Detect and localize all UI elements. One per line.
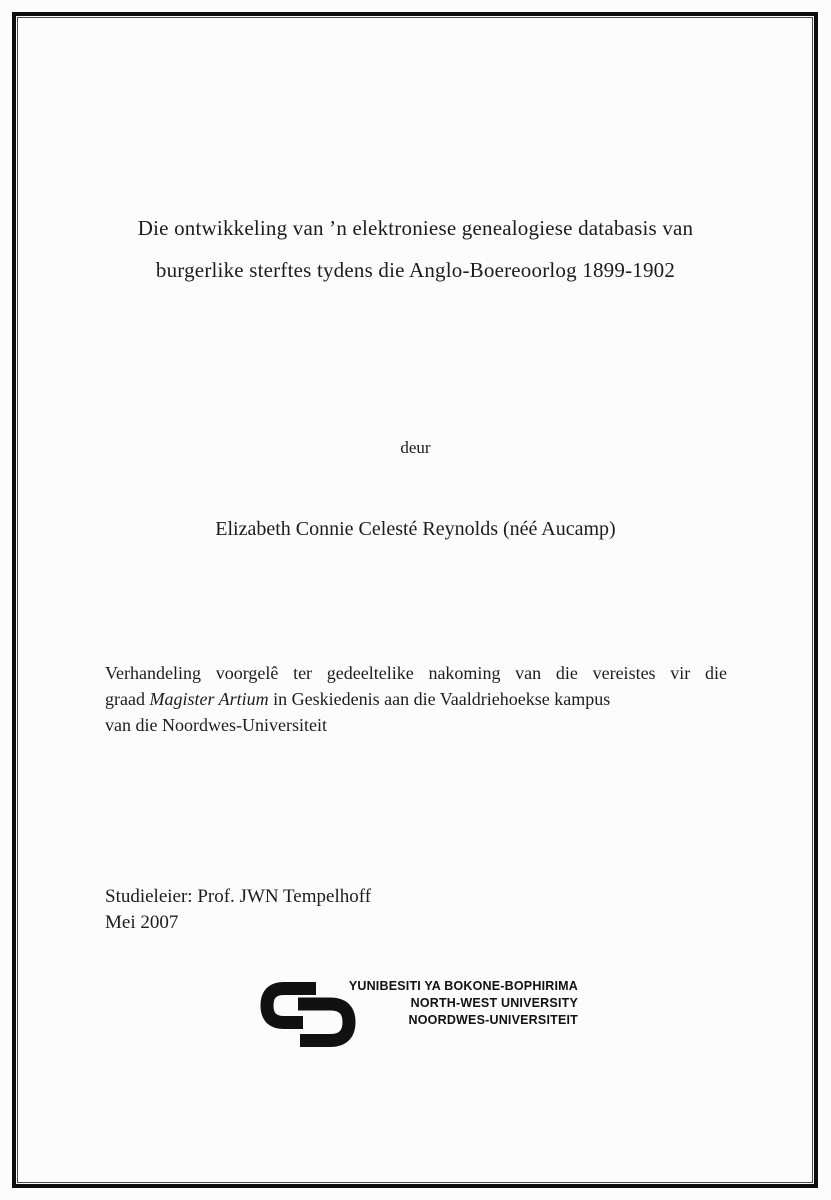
declaration-paragraph <box>105 660 727 738</box>
supervisor-block <box>105 884 371 936</box>
supervisor-line: Studieleier: Prof. JWN Tempelhoff <box>105 886 372 907</box>
declaration-line-1: Verhandeling voorgelê ter gedeeltelike nakoming van die vereistes vir die <box>105 663 727 683</box>
logo-text-afrikaans: NOORDWES-UNIVERSITEIT <box>408 1013 578 1027</box>
byline-deur: deur <box>400 438 431 457</box>
logo-text-english: NORTH-WEST UNIVERSITY <box>410 996 578 1010</box>
date-line: Mei 2007 <box>105 912 179 933</box>
declaration-line-2-suffix: in Geskiedenis aan die Vaaldriehoekse kampus <box>268 689 611 709</box>
logo-text-setswana: YUNIBESITI YA BOKONE-BOPHIRIMA <box>348 979 578 993</box>
title-line-2: burgerlike sterftes tydens die Anglo-Boereoorlog 1899-1902 <box>155 258 676 282</box>
title-line-1: Die ontwikkeling van ’n elektroniese genealogiese databasis van <box>137 216 694 240</box>
degree-name: Magister Artium <box>149 689 269 709</box>
university-logo-text <box>318 978 578 1029</box>
declaration-line-2 <box>105 686 727 712</box>
author-name: Elizabeth Connie Celesté Reynolds (néé Aucamp) <box>215 518 616 540</box>
university-logo <box>258 975 578 1053</box>
declaration-line-3: van die Noordwes-Universiteit <box>105 715 327 735</box>
thesis-title <box>60 207 771 291</box>
declaration-line-2-prefix: graad <box>105 689 150 709</box>
